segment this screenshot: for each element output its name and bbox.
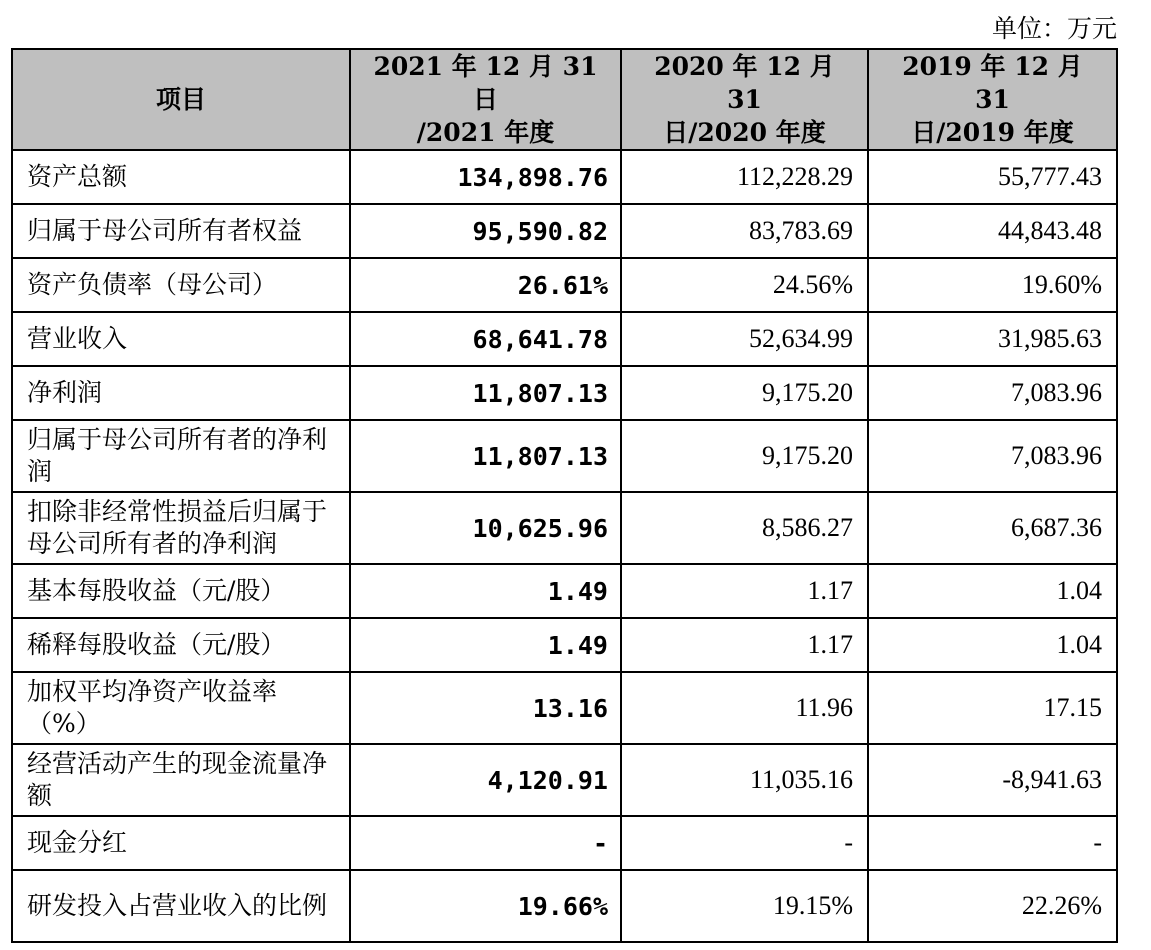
value-2020: 9,175.20 — [621, 420, 868, 492]
header-item: 项目 — [12, 49, 350, 150]
header-2021: 2021 年 12 月 31 日 /2021 年度 — [350, 49, 621, 150]
value-2019: 44,843.48 — [868, 204, 1117, 258]
value-2021: 1.49 — [350, 564, 621, 618]
row-label: 稀释每股收益（元/股） — [12, 618, 350, 672]
value-2020: 9,175.20 — [621, 366, 868, 420]
value-2020: 8,586.27 — [621, 492, 868, 564]
row-label: 归属于母公司所有者权益 — [12, 204, 350, 258]
table-row — [12, 816, 1117, 870]
value-2021: 26.61% — [350, 258, 621, 312]
row-label: 资产负债率（母公司） — [12, 258, 350, 312]
value-2019: 1.04 — [868, 618, 1117, 672]
value-2019: 7,083.96 — [868, 420, 1117, 492]
row-label: 研发投入占营业收入的比例 — [12, 870, 350, 942]
value-2021: 13.16 — [350, 672, 621, 744]
value-2019: 55,777.43 — [868, 150, 1117, 204]
value-2019: 1.04 — [868, 564, 1117, 618]
table-row — [12, 204, 1117, 258]
value-2019: 7,083.96 — [868, 366, 1117, 420]
value-2021: - — [350, 816, 621, 870]
value-2019: 17.15 — [868, 672, 1117, 744]
table-row — [12, 672, 1117, 744]
row-label: 归属于母公司所有者的净利润 — [12, 420, 350, 492]
financial-table — [11, 48, 1118, 943]
value-2020: - — [621, 816, 868, 870]
value-2021: 10,625.96 — [350, 492, 621, 564]
table-row — [12, 258, 1117, 312]
value-2021: 11,807.13 — [350, 366, 621, 420]
value-2021: 1.49 — [350, 618, 621, 672]
unit-label: 单位：万元 — [991, 14, 1117, 43]
value-2020: 1.17 — [621, 564, 868, 618]
value-2020: 19.15% — [621, 870, 868, 942]
table-row — [12, 150, 1117, 204]
value-2021: 11,807.13 — [350, 420, 621, 492]
value-2020: 1.17 — [621, 618, 868, 672]
value-2021: 95,590.82 — [350, 204, 621, 258]
header-2020: 2020 年 12 月 31 日/2020 年度 — [621, 49, 868, 150]
header-row — [12, 49, 1117, 150]
value-2019: 6,687.36 — [868, 492, 1117, 564]
row-label: 加权平均净资产收益率（%） — [12, 672, 350, 744]
value-2020: 112,228.29 — [621, 150, 868, 204]
row-label: 扣除非经常性损益后归属于母公司所有者的净利润 — [12, 492, 350, 564]
value-2019: 22.26% — [868, 870, 1117, 942]
value-2021: 19.66% — [350, 870, 621, 942]
value-2019: 31,985.63 — [868, 312, 1117, 366]
table-row — [12, 564, 1117, 618]
value-2021: 68,641.78 — [350, 312, 621, 366]
value-2020: 11.96 — [621, 672, 868, 744]
table-row — [12, 492, 1117, 564]
row-label: 资产总额 — [12, 150, 350, 204]
value-2021: 4,120.91 — [350, 744, 621, 816]
row-label: 现金分红 — [12, 816, 350, 870]
table-row — [12, 744, 1117, 816]
value-2019: - — [868, 816, 1117, 870]
table-row — [12, 870, 1117, 942]
header-2019: 2019 年 12 月 31 日/2019 年度 — [868, 49, 1117, 150]
row-label: 基本每股收益（元/股） — [12, 564, 350, 618]
row-label: 净利润 — [12, 366, 350, 420]
table-row — [12, 366, 1117, 420]
value-2020: 11,035.16 — [621, 744, 868, 816]
table-row — [12, 312, 1117, 366]
value-2019: -8,941.63 — [868, 744, 1117, 816]
table-row — [12, 618, 1117, 672]
table-row — [12, 420, 1117, 492]
value-2020: 24.56% — [621, 258, 868, 312]
row-label: 经营活动产生的现金流量净额 — [12, 744, 350, 816]
value-2020: 83,783.69 — [621, 204, 868, 258]
value-2021: 134,898.76 — [350, 150, 621, 204]
value-2020: 52,634.99 — [621, 312, 868, 366]
row-label: 营业收入 — [12, 312, 350, 366]
value-2019: 19.60% — [868, 258, 1117, 312]
